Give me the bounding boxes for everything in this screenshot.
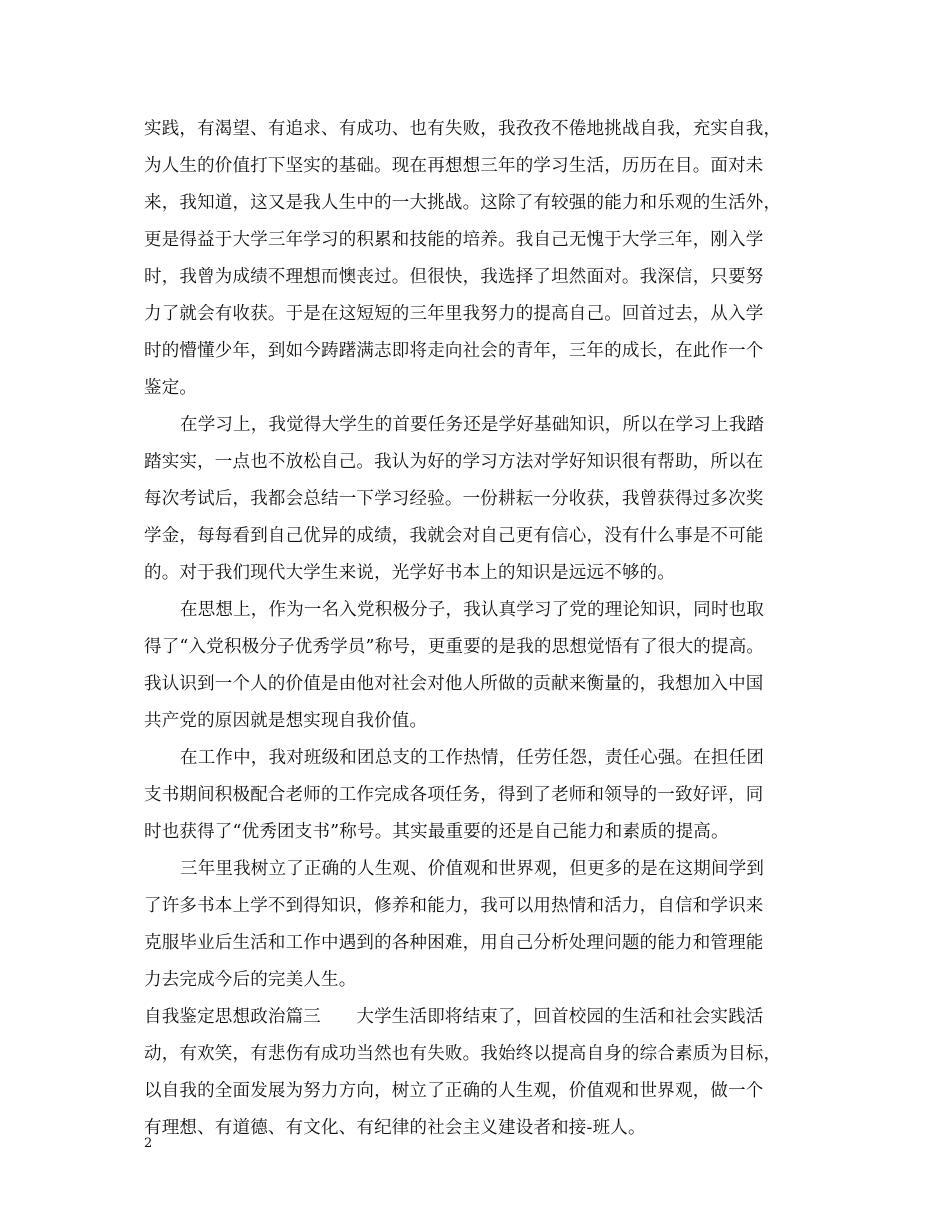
text-line: 鉴定。: [144, 378, 198, 398]
paragraph-first-line: 在学习上，我觉得大学生的首要任务还是学好基础知识，所以在学习上我踏: [180, 415, 765, 435]
text-line: 支书期间积极配合老师的工作完成各项任务，得到了老师和领导的一致好评，同: [144, 785, 764, 805]
text-line: 的。对于我们现代大学生来说，光学好书本上的知识是远远不够的。: [144, 563, 675, 583]
text-line: 力了就会有收获。于是在这短短的三年里我努力的提高自己。回首过去，从入学: [144, 304, 764, 324]
text-line: 时的懵懂少年，到如今踌躇满志即将走向社会的青年，三年的成长，在此作一个: [144, 341, 764, 361]
section-heading-line: 自我鉴定思想政治篇三 大学生活即将结束了，回首校园的生活和社会实践活: [144, 1007, 764, 1027]
paragraph-first-line: 在工作中，我对班级和团总支的工作热情，任劳任怨，责任心强。在担任团: [180, 748, 765, 768]
text-line: 了许多书本上学不到得知识，修养和能力，我可以用热情和活力，自信和学识来: [144, 896, 764, 916]
text-line: 克服毕业后生活和工作中遇到的各种困难，用自己分析处理问题的能力和管理能: [144, 933, 764, 953]
text-line: 更是得益于大学三年学习的积累和技能的培养。我自己无愧于大学三年，刚入学: [144, 230, 764, 250]
text-line: 时，我曾为成绩不理想而懊丧过。但很快，我选择了坦然面对。我深信，只要努: [144, 267, 764, 287]
text-line: 学金，每每看到自己优异的成绩，我就会对自己更有信心，没有什么事是不可能: [144, 526, 764, 546]
text-line: 每次考试后，我都会总结一下学习经验。一份耕耘一分收获，我曾获得过多次奖: [144, 489, 764, 509]
text-line: 得了“入党积极分子优秀学员”称号，更重要的是我的思想觉悟有了很大的提高。: [144, 637, 765, 657]
text-line: 实践，有渴望、有追求、有成功、也有失败，我孜孜不倦地挑战自我，充实自我，: [144, 119, 782, 139]
page-number: 2: [144, 1136, 153, 1151]
text-line: 来，我知道，这又是我人生中的一大挑战。这除了有较强的能力和乐观的生活外，: [144, 193, 782, 213]
paragraph-first-line: 在思想上，作为一名入党积极分子，我认真学习了党的理论知识，同时也取: [180, 600, 765, 620]
text-line: 以自我的全面发展为努力方向，树立了正确的人生观，价值观和世界观，做一个: [144, 1081, 764, 1101]
paragraph-first-line: 三年里我树立了正确的人生观、价值观和世界观，但更多的是在这期间学到: [180, 859, 765, 879]
text-line: 力去完成今后的完美人生。: [144, 970, 357, 990]
text-line: 共产党的原因就是想实现自我价值。: [144, 711, 428, 731]
text-line: 时也获得了“优秀团支书”称号。其实最重要的还是自己能力和素质的提高。: [144, 822, 729, 842]
text-line: 有理想、有道德、有文化、有纪律的社会主义建设者和接-班人。: [144, 1118, 646, 1138]
text-line: 我认识到一个人的价值是由他对社会对他人所做的贡献来衡量的，我想加入中国: [144, 674, 764, 694]
text-line: 为人生的价值打下坚实的基础。现在再想想三年的学习生活，历历在目。面对未: [144, 156, 764, 176]
text-line: 动，有欢笑，有悲伤有成功当然也有失败。我始终以提高自身的综合素质为目标，: [144, 1044, 782, 1064]
text-line: 踏实实，一点也不放松自己。我认为好的学习方法对学好知识很有帮助，所以在: [144, 452, 764, 472]
